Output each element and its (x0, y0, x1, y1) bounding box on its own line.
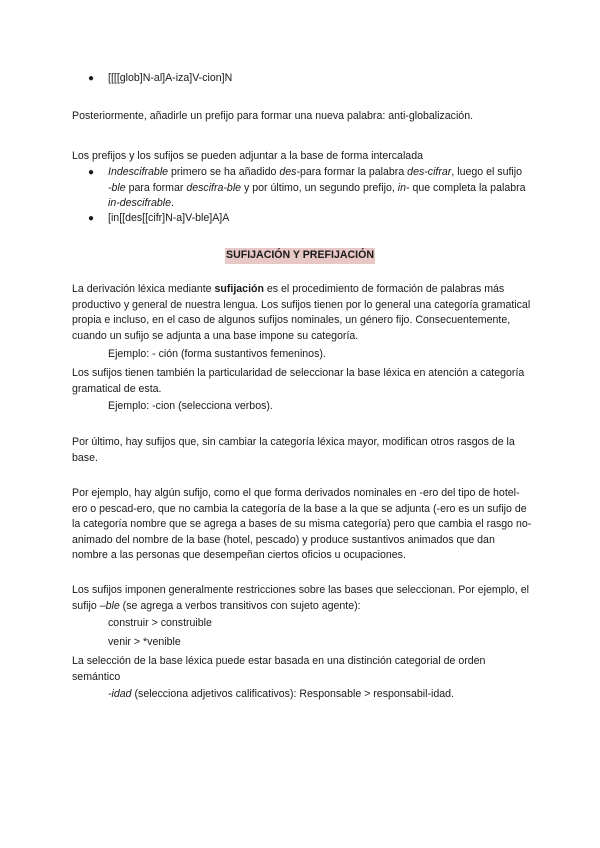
bullet-text: Indescifrable primero se ha añadido des-para formar la palabra des-cifrar, luego el sufijo -ble para formar descifra-ble y por último, un segundo prefijo, in- que completa la palabra in-descifrable. (108, 166, 526, 209)
section-heading (0, 248, 600, 264)
bullet-text: [[[[glob]N-al]A-iza]V-cion]N (108, 72, 233, 84)
paragraph: La selección de la base léxica puede estar basada en una distinción categorial de orden semántico (72, 655, 486, 683)
paragraph: Los prefijos y los sufijos se pueden adjuntar a la base de forma intercalada (72, 150, 423, 162)
paragraph: Por ejemplo, hay algún sufijo, como el que forma derivados nominales en -ero del tipo de hotel-ero o pescad-ero, que no cambia la categoría de la base a la que se adjunta (-ero es un sufijo de la categoría nombre que se agrega a bases de su misma categoría) pero que cambia el rasgo no-animado del nombre de la base (hotel, pescado) y produce sustantivos animados que dan nombre a las personas que desempeñan ciertos oficios u ocupaciones. (72, 487, 532, 561)
example-line: Ejemplo: -cion (selecciona verbos). (108, 400, 273, 412)
example-line: construir > construible (108, 617, 212, 629)
bullet-text: [in[[des[[cifr]N-a]V-ble]A]A (108, 212, 230, 224)
bullet-icon: ● (88, 213, 95, 224)
example-line: -idad (selecciona adjetivos calificativos): Responsable > responsabil-idad. (108, 688, 454, 700)
paragraph: Posteriormente, añadirle un prefijo para formar una nueva palabra: anti-globalización. (72, 110, 474, 122)
example-line: Ejemplo: - ción (forma sustantivos femeninos). (108, 348, 326, 360)
paragraph: Por último, hay sufijos que, sin cambiar la categoría léxica mayor, modifican otros rasgos de la base. (72, 436, 515, 464)
paragraph: La derivación léxica mediante sufijación es el procedimiento de formación de palabras más productivo y general de nuestra lengua. Los sufijos tienen por lo general una categoría gramatical propia e incluso, en el caso de algunos sufijos nominales, un género fijo. Consecuentemente, cuando un sufijo se adjunta a una base impone su categoría. (72, 283, 531, 342)
section-title: SUFIJACIÓN Y PREFIJACIÓN (225, 248, 375, 264)
paragraph: Los sufijos imponen generalmente restricciones sobre las bases que seleccionan. Por ejemplo, el sufijo –ble (se agrega a verbos transitivos con sujeto agente): (72, 584, 529, 612)
paragraph: Los sufijos tienen también la particularidad de seleccionar la base léxica en atención a categoría gramatical de esta. (72, 367, 525, 395)
bullet-icon: ● (88, 167, 95, 178)
example-line: venir > *venible (108, 636, 181, 648)
bullet-icon: ● (88, 73, 95, 84)
